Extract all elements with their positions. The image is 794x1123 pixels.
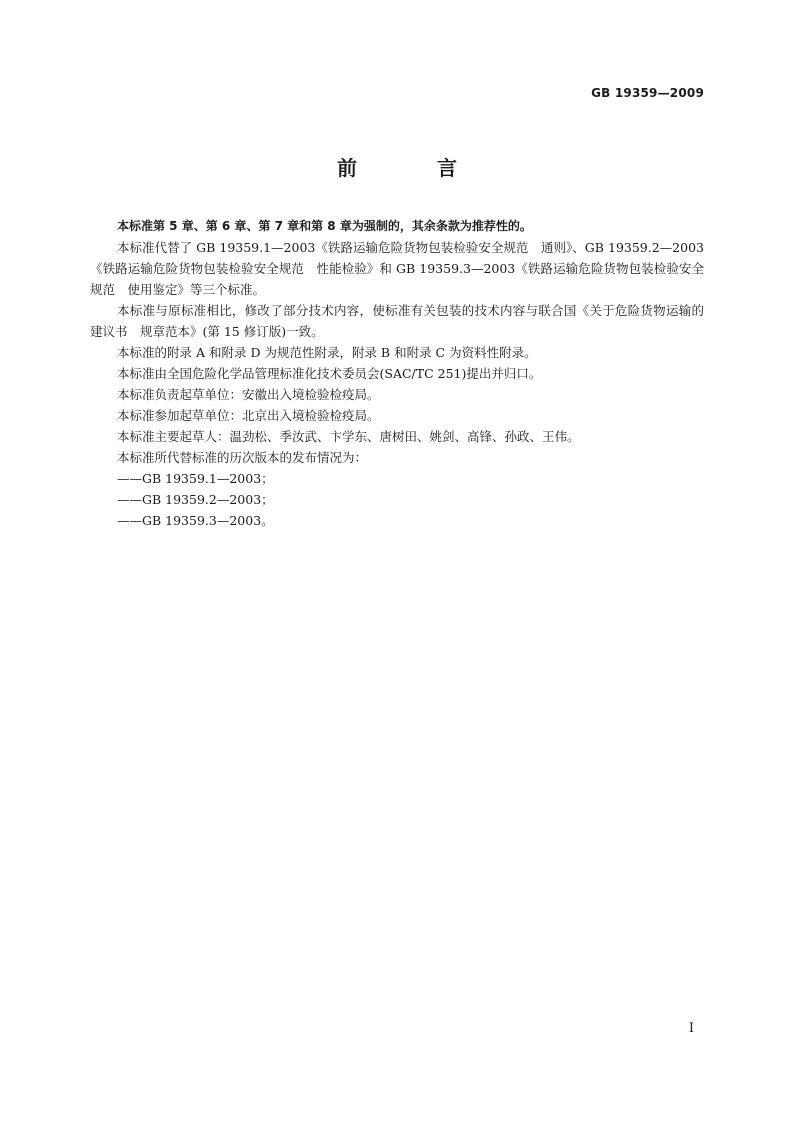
page-title: 前 言 — [337, 156, 487, 180]
paragraph-participating-drafter: 本标准参加起草单位：北京出入境检验检疫局。 — [117, 408, 380, 423]
paragraph-lead-drafter: 本标准负责起草单位：安徽出入境检验检疫局。 — [117, 387, 380, 402]
list-item: ——GB 19359.3—2003。 — [117, 513, 274, 528]
page-number: I — [688, 1021, 694, 1036]
standard-code: GB 19359—2009 — [591, 86, 704, 100]
paragraph-replaces: 本标准代替了 GB 19359.1—2003《铁路运输危险货物包装检验安全规范 通则》、GB 19359.2—2003《铁路运输危险货物包装检验安全规范 性能检验》和 GB 19359.3—2003《铁路运输危险货物包装检验安全规范 使用鉴定》等三个标准。 — [90, 240, 704, 297]
paragraph-drafters: 本标准主要起草人：温劲松、季汝武、卞学东、唐树田、姚剑、高锋、孙政、王伟。 — [117, 429, 580, 444]
paragraph-mandatory-clauses: 本标准第 5 章、第 6 章、第 7 章和第 8 章为强制的，其余条款为推荐性的。 — [117, 219, 532, 233]
paragraph-changes: 本标准与原标准相比，修改了部分技术内容，使标准有关包装的技术内容与联合国《关于危险货物运输的建议书 规章范本》(第 15 修订版)一致。 — [90, 303, 704, 339]
preface-body — [90, 216, 704, 531]
paragraph-annexes: 本标准的附录 A 和附录 D 为规范性附录，附录 B 和附录 C 为资料性附录。 — [117, 345, 537, 360]
list-item: ——GB 19359.1—2003； — [117, 471, 274, 486]
paragraph-version-history: 本标准所代替标准的历次版本的发布情况为： — [117, 450, 368, 465]
list-item: ——GB 19359.2—2003； — [117, 492, 274, 507]
paragraph-proposer: 本标准由全国危险化学品管理标准化技术委员会(SAC/TC 251)提出并归口。 — [117, 366, 542, 381]
